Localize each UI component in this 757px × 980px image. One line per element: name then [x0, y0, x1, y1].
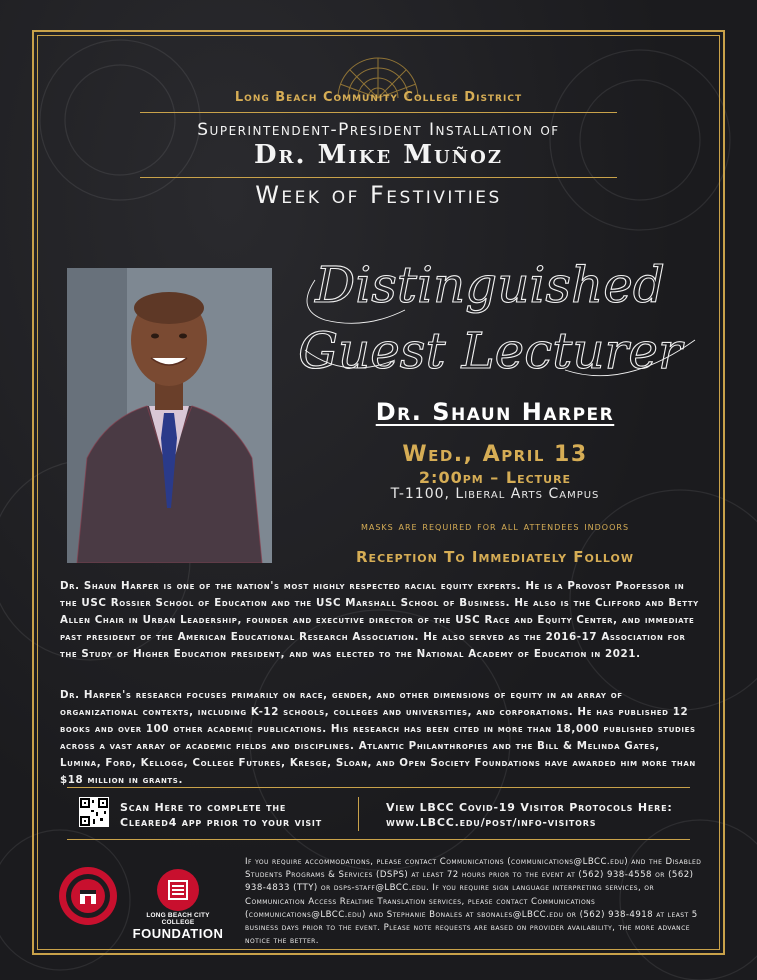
mask-notice: masks are required for all attendees indoors: [360, 519, 630, 533]
header-rule-top: [140, 112, 617, 113]
foundation-name-top: LONG BEACH CITY COLLEGE: [146, 912, 210, 926]
info-band-divider: [358, 797, 359, 831]
covid-protocols-link[interactable]: www.LBCC.edu/post/info-visitors: [386, 816, 597, 829]
speaker-photo: [67, 268, 272, 563]
foundation-name: [132, 912, 224, 941]
distinguished-guest-lecturer-script: [285, 240, 705, 390]
scan-line-1: Scan Here to complete the: [120, 801, 287, 814]
script-title-line2: Guest Lecturer: [298, 322, 682, 380]
reception-notice: Reception To Immediately Follow: [356, 548, 634, 566]
installation-title: Superintendent-President Installation of: [197, 120, 560, 140]
event-time: 2:00pm – Lecture: [418, 468, 572, 487]
event-location: T-1100, Liberal Arts Campus: [390, 486, 600, 502]
bio-paragraph-1: Dr. Shaun Harper is one of the nation's most highly respected racial equity experts. He is a Provost Professor in the USC Rossier School of Education and the USC Marshall School of Business. He also is the Clifford and Betty Allen Chair in Urban Leadership, founder and executive director of the USC Race and Equity Center, and immediate past president of the American Educational Research Association. He also served as the 2016-17 Association for the Study of Higher Education president, and was elected to the National Academy of Education in 2021.: [60, 580, 699, 660]
speaker-name: [290, 398, 700, 426]
foundation-logo-icon: [156, 868, 200, 912]
college-district-seal-icon: [58, 866, 118, 926]
accommodations-notice: If you require accommodations, please contact Communications (communications@LBCC.edu) and the Disabled Students Programs & Services (DSPS) at least 72 hours prior to the event at (562) 938-4558 or (562) 938-4833 (TTY) or dsps-staff@LBCC.edu. If you require sign language interpreting services, or Communication Access Realtime Translation services, please contact Communications (communications@LBCC.edu) and Stephanie Bonales at sbonales@LBCC.edu or (562) 938-4918 at least 5 business days prior to the event. Please note requests are based on provider availability, the more advance notice the better.: [245, 857, 702, 947]
qr-code-icon[interactable]: [79, 797, 109, 827]
scan-line-2: Cleared4 app prior to your visit: [120, 816, 322, 829]
honoree-name: Dr. Mike Muñoz: [254, 140, 503, 170]
covid-line-1: View LBCC Covid-19 Visitor Protocols Here:: [386, 801, 673, 814]
week-of-festivities: Week of Festivities: [255, 181, 502, 209]
speaker-portrait-illustration: [67, 268, 272, 563]
script-title-line1: Distinguished: [315, 256, 665, 314]
covid-protocols: [386, 800, 696, 830]
district-name: Long Beach Community College District: [234, 90, 523, 105]
bio-paragraph-2: Dr. Harper's research focuses primarily on race, gender, and other dimensions of equity in an array of organizational contexts, including K-12 schools, colleges and universities, and corporations. He has published 12 books and over 100 other academic publications. His research has been cited in more than 18,000 published studies across a vast array of academic fields and disciplines. Atlantic Philanthropies and the Bill & Melinda Gates, Lumina, Ford, Kellogg, College Futures, Kresge, Sloan, and Open Society Foundations have awarded him more than $18 million in grants.: [60, 689, 696, 786]
foundation-name-bottom: FOUNDATION: [132, 926, 224, 941]
header-rule-bottom: [140, 177, 617, 178]
scan-instructions: [120, 800, 345, 830]
info-band-rule-top: [67, 787, 690, 788]
info-band-rule-bottom: [67, 839, 690, 840]
speaker-name-text: Dr. Shaun Harper: [375, 398, 615, 426]
event-date: Wed., April 13: [402, 442, 588, 467]
